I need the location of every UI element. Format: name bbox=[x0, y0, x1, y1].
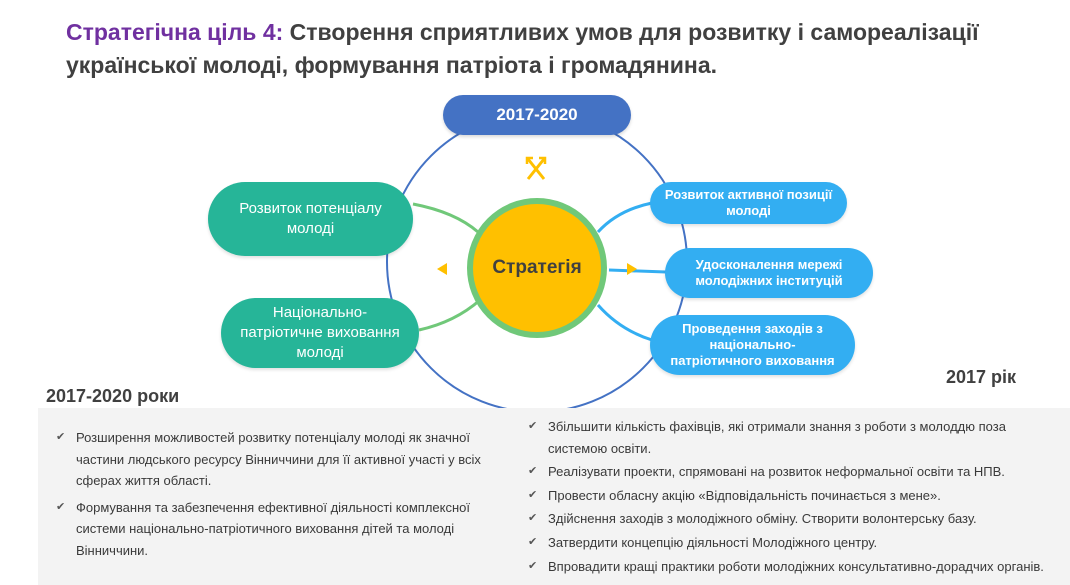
arrow-right-icon bbox=[627, 263, 637, 275]
check-icon: ✔ bbox=[528, 420, 538, 432]
check-icon: ✔ bbox=[528, 512, 538, 525]
check-icon: ✔ bbox=[56, 431, 66, 443]
title-text: Створення сприятливих умов для розвитку і самореалізації української молоді, формування патріота і громадянина. bbox=[66, 19, 979, 78]
pill-youth-institutions: Удосконалення мережі молодіжних інституцій bbox=[665, 248, 873, 298]
list-item: ✔ Формування та забезпечення ефективної діяльності комплексної системи національно-патріотичного виховання дітей та молоді Вінниччини. bbox=[48, 497, 488, 562]
left-section-heading: 2017-2020 роки bbox=[46, 386, 180, 406]
pill-patriotic-education: Національно-патріотичне виховання молоді bbox=[221, 298, 419, 368]
pill-youth-potential: Розвиток потенціалу молоді bbox=[208, 182, 413, 256]
check-icon: ✔ bbox=[528, 535, 538, 548]
right-tasks-list bbox=[520, 416, 1068, 579]
link-right-middle bbox=[609, 270, 666, 272]
list-item: ✔ Розширення можливостей розвитку потенціалу молоді як значної частини людського ресурсу Вінниччини для її активної участі у всіх сферах життя області. bbox=[48, 427, 488, 492]
list-item: ✔ Впровадити кращі практики роботи молодіжних консультативно-дорадчих органів. bbox=[520, 556, 1068, 578]
left-goals-list bbox=[48, 427, 488, 567]
list-item: ✔ Затвердити концепцію діяльності Молодіжного центру. bbox=[520, 532, 1068, 554]
check-icon: ✔ bbox=[528, 465, 538, 478]
link-right-top bbox=[598, 203, 652, 232]
pill-patriotic-events: Проведення заходів з національно-патріотичного виховання bbox=[650, 315, 855, 375]
link-left-top bbox=[413, 204, 478, 232]
center-label: Стратегія bbox=[492, 257, 582, 278]
check-icon: ✔ bbox=[528, 559, 538, 572]
title-prefix: Стратегічна ціль 4: bbox=[66, 19, 284, 45]
crossing-arrows-icon bbox=[523, 155, 549, 183]
strategy-center-circle bbox=[467, 198, 607, 338]
link-right-bottom bbox=[598, 305, 652, 340]
list-item: ✔ Провести обласну акцію «Відповідальність починається з мене». bbox=[520, 485, 1068, 507]
link-left-bottom bbox=[419, 300, 480, 330]
arrow-left-icon bbox=[437, 263, 447, 275]
list-item: ✔ Реалізувати проекти, спрямовані на розвиток неформальної освіти та НПВ. bbox=[520, 461, 1068, 483]
list-item: ✔ Збільшити кількість фахівців, які отримали знання з роботи з молоддю поза системою освіти. bbox=[520, 416, 1068, 459]
check-icon: ✔ bbox=[528, 488, 538, 501]
list-item: ✔ Здійснення заходів з молодіжного обміну. Створити волонтерську базу. bbox=[520, 508, 1068, 530]
period-badge: 2017-2020 bbox=[443, 95, 631, 135]
pill-active-position: Розвиток активної позиції молоді bbox=[650, 182, 847, 224]
right-section-heading: 2017 рік bbox=[946, 367, 1017, 387]
check-icon: ✔ bbox=[56, 500, 66, 513]
